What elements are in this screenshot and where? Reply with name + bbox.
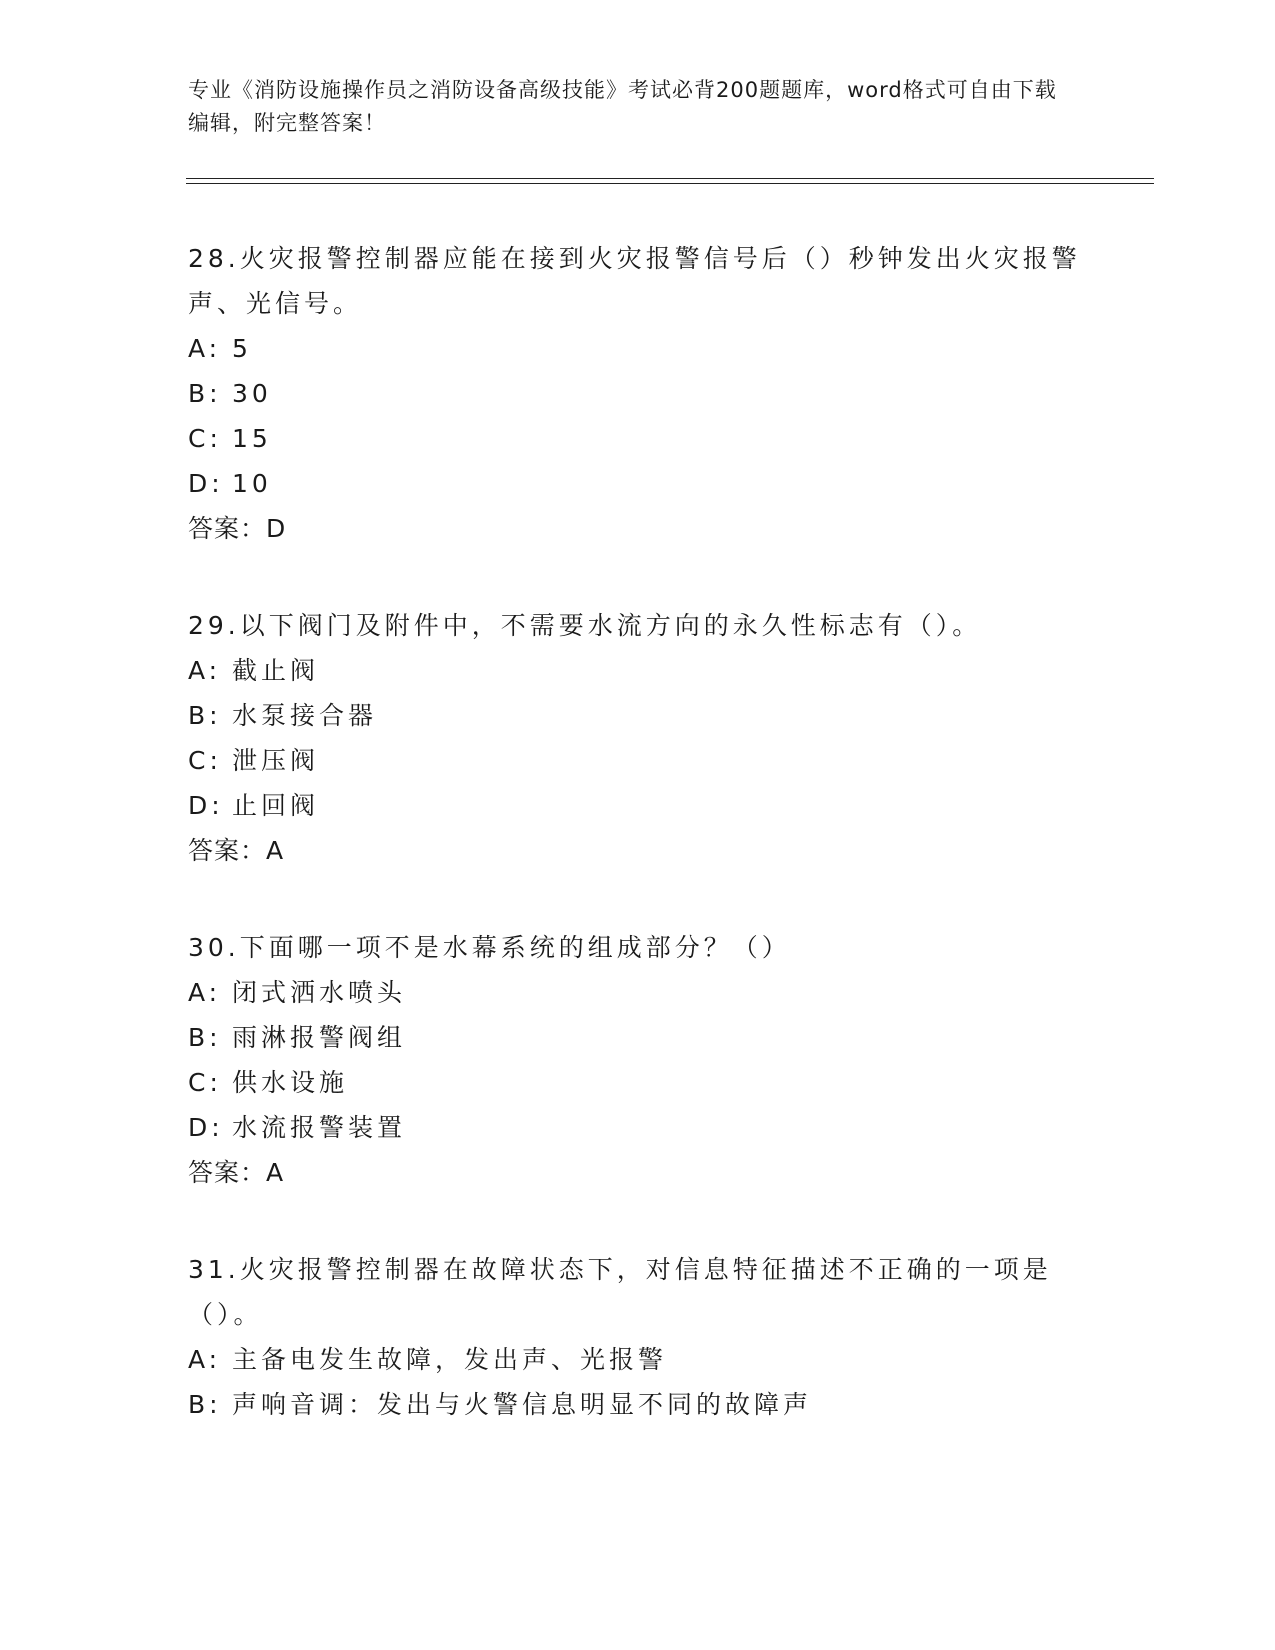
header-divider-bottom <box>186 183 1154 184</box>
option-text: 10 <box>232 469 272 498</box>
option-letter: C: <box>188 1068 222 1097</box>
option-b <box>188 371 1088 416</box>
answer-line: 答案：A <box>188 1158 285 1187</box>
option-letter: B: <box>188 701 222 730</box>
header-divider-top <box>186 178 1154 179</box>
option-letter: A: <box>188 656 222 685</box>
option-text: 水泵接合器 <box>232 701 378 730</box>
option-text: 水流报警装置 <box>232 1113 407 1142</box>
option-text: 截止阀 <box>232 656 320 685</box>
option-text: 泄压阀 <box>232 746 320 775</box>
option-text: 供水设施 <box>232 1068 349 1097</box>
option-letter: C: <box>188 746 222 775</box>
option-letter: D: <box>188 469 224 498</box>
option-a <box>188 648 1088 693</box>
option-letter: C: <box>188 424 222 453</box>
option-b <box>188 693 1088 738</box>
option-text: 止回阀 <box>232 791 320 820</box>
option-c <box>188 416 1088 461</box>
option-text: 30 <box>232 379 272 408</box>
option-letter: A: <box>188 334 222 363</box>
option-d <box>188 1105 1088 1150</box>
header-text: 专业《消防设施操作员之消防设备高级技能》考试必背200题题库，word格式可自由下载编辑，附完整答案！ <box>188 78 1057 135</box>
option-text: 雨淋报警阀组 <box>232 1023 407 1052</box>
option-text: 声响音调：发出与火警信息明显不同的故障声 <box>232 1390 813 1419</box>
option-d <box>188 461 1088 506</box>
question-29 <box>188 603 1088 873</box>
option-letter: B: <box>188 1023 222 1052</box>
option-text: 5 <box>232 334 252 363</box>
option-d <box>188 783 1088 828</box>
option-letter: B: <box>188 379 222 408</box>
question-stem: 31.火灾报警控制器在故障状态下，对信息特征描述不正确的一项是（）。 <box>188 1255 1052 1329</box>
option-c <box>188 1060 1088 1105</box>
option-letter: A: <box>188 978 222 1007</box>
document-header <box>188 74 1068 140</box>
option-b <box>188 1382 1088 1427</box>
option-a <box>188 1337 1088 1382</box>
question-stem: 30.下面哪一项不是水幕系统的组成部分？（） <box>188 933 791 962</box>
answer-line: 答案：A <box>188 836 285 865</box>
question-30 <box>188 925 1088 1195</box>
option-text: 15 <box>232 424 272 453</box>
question-31 <box>188 1247 1088 1427</box>
answer-line: 答案：D <box>188 514 287 543</box>
option-letter: D: <box>188 791 224 820</box>
option-b <box>188 1015 1088 1060</box>
option-a <box>188 326 1088 371</box>
question-28 <box>188 236 1088 551</box>
option-text: 主备电发生故障，发出声、光报警 <box>232 1345 668 1374</box>
option-letter: A: <box>188 1345 222 1374</box>
option-letter: B: <box>188 1390 222 1419</box>
option-a <box>188 970 1088 1015</box>
option-c <box>188 738 1088 783</box>
option-text: 闭式洒水喷头 <box>232 978 407 1007</box>
question-list <box>188 236 1088 1479</box>
question-stem: 28.火灾报警控制器应能在接到火灾报警信号后（）秒钟发出火灾报警声、光信号。 <box>188 244 1081 318</box>
question-stem: 29.以下阀门及附件中，不需要水流方向的永久性标志有（）。 <box>188 611 982 640</box>
option-letter: D: <box>188 1113 224 1142</box>
